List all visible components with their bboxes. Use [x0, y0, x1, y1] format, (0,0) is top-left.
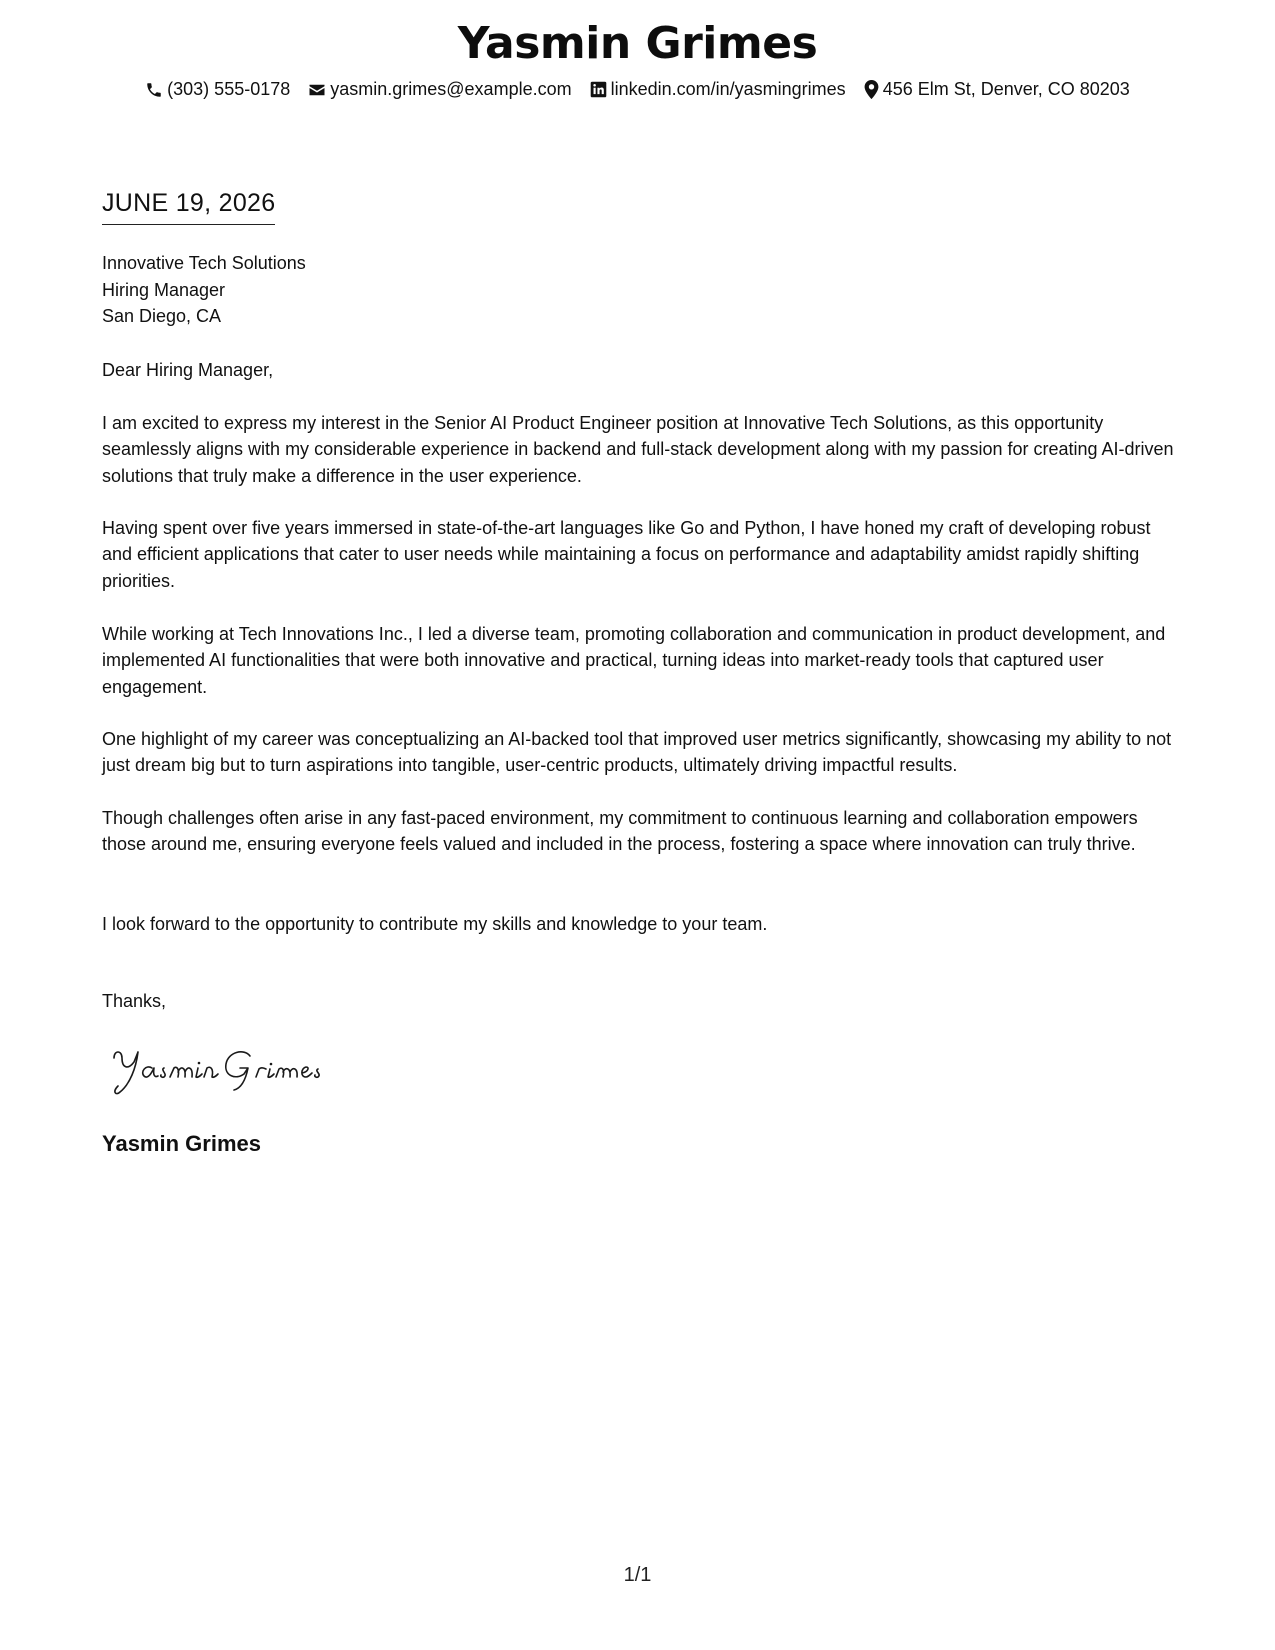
salutation: Dear Hiring Manager,: [102, 360, 274, 380]
body-paragraph-2: Having spent over five years immersed in state-of-the-art languages like Go and Python, I have honed my craft of developing robust and efficient applications that cater to user needs while maintaining a focus on performance and adaptability amidst rapidly shifting priorities.: [102, 518, 1151, 591]
recipient-location: San Diego, CA: [102, 306, 222, 326]
contact-address: [864, 79, 1130, 100]
closing: Thanks,: [102, 991, 167, 1011]
contact-email: [308, 79, 571, 100]
body-paragraph-6: I look forward to the opportunity to contribute my skills and knowledge to your team.: [102, 914, 768, 934]
contact-linkedin: [590, 79, 846, 100]
recipient-company: Innovative Tech Solutions: [102, 253, 306, 273]
email-address: yasmin.grimes@example.com: [330, 79, 572, 99]
contact-phone: [145, 79, 290, 100]
recipient-block: [102, 250, 306, 330]
body-paragraph-3: While working at Tech Innovations Inc., I led a diverse team, promoting collaboration and communication in product development, and implemented AI functionalities that were both innovative and practical, turning ideas into market-ready tools that captured user engagement.: [102, 624, 1166, 697]
handwritten-signature: [108, 1040, 368, 1100]
phone-number: (303) 555-0178: [167, 79, 291, 99]
signed-name: Yasmin Grimes: [102, 1131, 261, 1156]
recipient-title: Hiring Manager: [102, 279, 226, 300]
applicant-name-heading: Yasmin Grimes: [457, 18, 818, 69]
body-paragraph-5: Though challenges often arise in any fast-paced environment, my commitment to continuous learning and collaboration empowers those around me, ensuring everyone feels valued and included in the process, fostering a space where innovation can truly thrive.: [102, 808, 1138, 855]
body-paragraph-4: One highlight of my career was conceptualizing an AI-backed tool that improved user metrics significantly, showcasing my ability to not just dream big but to turn aspirations into tangible, user-centric products, ultimately driving impactful results.: [102, 729, 1172, 776]
phone-icon: [145, 81, 163, 99]
linkedin-url: linkedin.com/in/yasmingrimes: [610, 79, 846, 99]
letter-date: JUNE 19, 2026: [102, 190, 275, 225]
map-pin-icon: [864, 80, 879, 99]
contact-info-row: [0, 79, 1275, 100]
page-number: 1/1: [623, 1564, 652, 1586]
envelope-icon: [308, 81, 326, 99]
linkedin-icon: [590, 81, 607, 98]
street-address: 456 Elm St, Denver, CO 80203: [882, 79, 1130, 99]
body-paragraph-1: I am excited to express my interest in the Senior AI Product Engineer position at Innovative Tech Solutions, as this opportunity seamlessly aligns with my considerable experience in backend and full-stack development along with my passion for creating AI-driven solutions that truly make a difference in the user experience.: [102, 413, 1174, 486]
